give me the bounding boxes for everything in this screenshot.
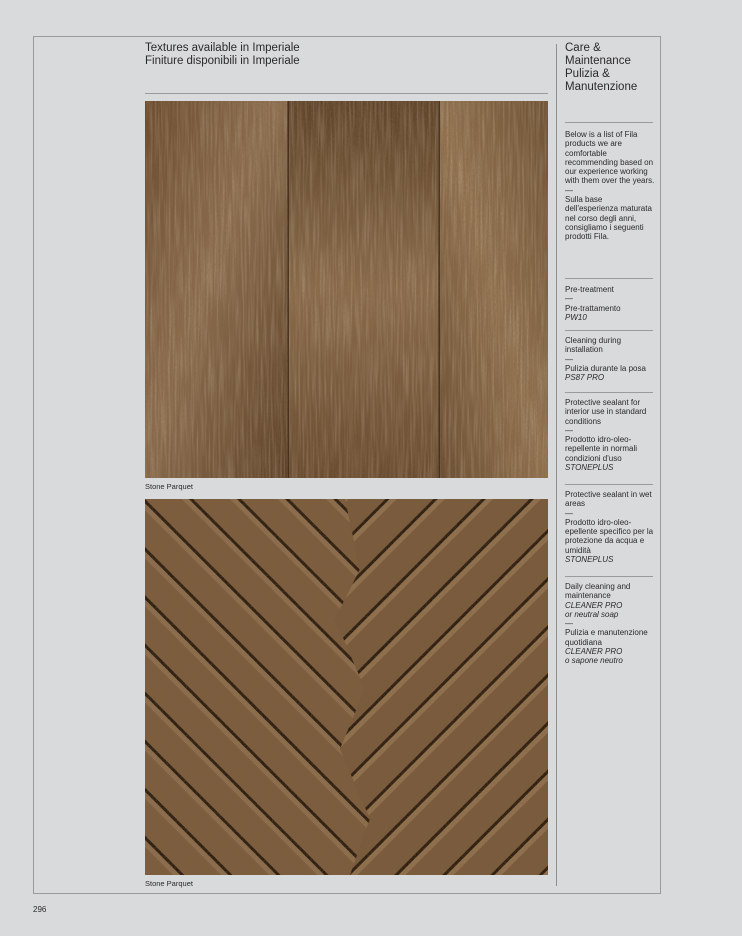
care-rule-2: [565, 278, 653, 279]
intro-it: Sulla base dell'esperienza maturata nel corso degli anni, consigliamo i seguenti prodotti Fila.: [565, 195, 652, 242]
intro-en: Below is a list of Fila products we are comfortable recommending based on our experience working with them over the years.: [565, 130, 655, 186]
care-title: Care & Maintenance Pulizia & Manutenzione: [565, 42, 638, 93]
care-item-cleaning: Cleaning during installation — Pulizia durante la posa PS87 PRO: [565, 336, 646, 383]
care-rule-5: [565, 484, 653, 485]
column-divider: [556, 44, 557, 886]
stone-photo-herringbone: [145, 499, 548, 875]
page-title: [145, 42, 545, 68]
care-rule-6: [565, 576, 653, 577]
care-rule-3: [565, 330, 653, 331]
photo-caption-1: Stone Parquet: [145, 482, 193, 491]
title-en: Textures available in Imperiale: [145, 42, 300, 54]
care-item-pretreatment: Pre-treatment — Pre-trattamento PW10: [565, 285, 621, 322]
stone-photo-vertical: [145, 101, 548, 478]
care-rule-4: [565, 392, 653, 393]
photo-caption-2: Stone Parquet: [145, 879, 193, 888]
care-intro: Below is a list of Fila products we are comfortable recommending based on our experience working with them over the years. — Sulla base dell'esperienza maturata nel corso degli anni, consigliamo i seguenti prodotti Fila.: [565, 130, 655, 242]
care-item-sealant-interior: Protective sealant for interior use in standard conditions — Prodotto idro-oleo-repellente in normali condizioni d'uso STONEPLUS: [565, 398, 647, 473]
title-it: Finiture disponibili in Imperiale: [145, 55, 300, 67]
page-number: 296: [33, 905, 47, 914]
care-rule-1: [565, 122, 653, 123]
care-item-daily: Daily cleaning and maintenance CLEANER PRO or neutral soap — Pulizia e manutenzione quotidiana CLEANER PRO o sapone neutro: [565, 582, 648, 666]
title-rule: [145, 93, 548, 94]
care-item-sealant-wet: Protective sealant in wet areas — Prodotto idro-oleo-epellente specifico per la protezione da acqua e umidità STONEPLUS: [565, 490, 654, 565]
